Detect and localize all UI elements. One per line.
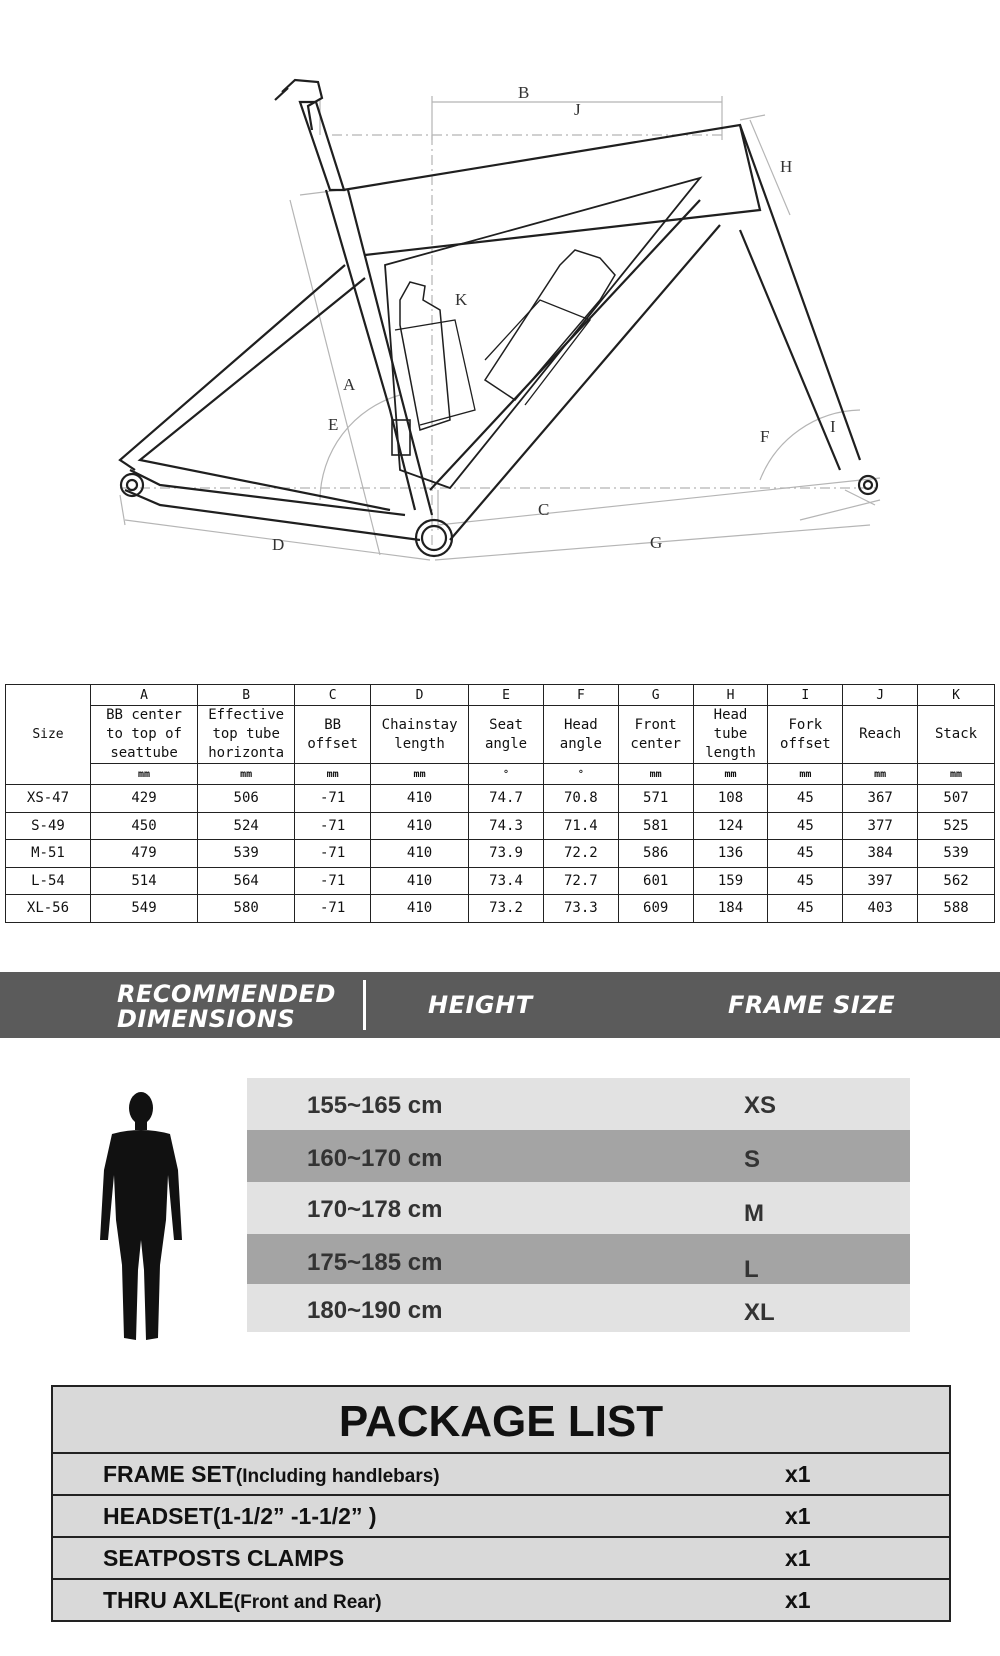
column-header-line: Head: [713, 707, 748, 723]
package-item-qty: x1: [785, 1503, 811, 1529]
package-item-title: FRAME SET: [103, 1461, 236, 1487]
value-cell: 479: [90, 840, 197, 868]
column-letter: H: [693, 685, 768, 706]
size-header: Size: [6, 685, 91, 785]
column-letter: F: [543, 685, 618, 706]
value-cell: 429: [90, 785, 197, 813]
unit-cell: mm: [295, 764, 371, 785]
unit-cell: mm: [371, 764, 469, 785]
value-cell: 108: [693, 785, 768, 813]
value-cell: 45: [768, 840, 843, 868]
package-item-title: HEADSET(1-1/2” -1-1/2” ): [103, 1503, 377, 1529]
column-header-line: Fork: [788, 716, 823, 733]
package-item: [53, 1578, 949, 1620]
column-header-line: Stack: [934, 726, 978, 742]
value-cell: 367: [843, 785, 918, 813]
value-cell: 586: [618, 840, 693, 868]
column-letter: A: [90, 685, 197, 706]
value-cell: 73.2: [469, 895, 544, 923]
column-header: [918, 706, 995, 764]
column-header: [198, 706, 295, 764]
label-i: I: [830, 417, 836, 436]
package-item-qty: x1: [785, 1461, 811, 1487]
column-letter-row: [6, 685, 995, 706]
value-cell: 45: [768, 895, 843, 923]
label-c: C: [538, 500, 550, 519]
value-cell: 73.9: [469, 840, 544, 868]
column-letter: B: [198, 685, 295, 706]
value-cell: 184: [693, 895, 768, 923]
value-cell: 549: [90, 895, 197, 923]
column-header-line: angle: [559, 735, 602, 752]
column-header: [843, 706, 918, 764]
value-cell: 403: [843, 895, 918, 923]
column-header-line: angle: [484, 735, 528, 752]
column-header-line: offset: [780, 735, 831, 752]
table-row: [6, 840, 995, 868]
frame-size: M: [744, 1200, 764, 1227]
column-header-line: horizonta: [208, 745, 285, 761]
label-g: G: [650, 533, 663, 552]
height-range: 175~185 cm: [307, 1249, 443, 1276]
table-row: [6, 812, 995, 840]
height-range: 160~170 cm: [307, 1145, 443, 1172]
column-header-line: Seat: [489, 716, 523, 733]
value-cell: 507: [918, 785, 995, 813]
column-header: [295, 706, 371, 764]
frame-size-column-header: FRAME SIZE: [728, 991, 896, 1019]
unit-cell: mm: [198, 764, 295, 785]
frame-size: S: [744, 1146, 761, 1173]
column-letter: G: [618, 685, 693, 706]
value-cell: 45: [768, 785, 843, 813]
value-cell: 70.8: [543, 785, 618, 813]
column-header-line: seattube: [110, 745, 178, 761]
unit-cell: mm: [768, 764, 843, 785]
value-cell: 71.4: [543, 812, 618, 840]
dimension-lines: [120, 96, 880, 560]
recommended-dimensions-header: [0, 972, 1000, 1038]
label-e: E: [328, 415, 339, 434]
frame-size: XS: [744, 1092, 777, 1119]
value-cell: 124: [693, 812, 768, 840]
size-row: [247, 1130, 910, 1182]
value-cell: 581: [618, 812, 693, 840]
value-cell: 564: [198, 867, 295, 895]
size-cell: S-49: [6, 812, 91, 840]
value-cell: 514: [90, 867, 197, 895]
value-cell: 571: [618, 785, 693, 813]
column-header-line: to top of: [106, 726, 182, 742]
label-h: H: [780, 157, 793, 176]
column-header: [371, 706, 469, 764]
column-header: [469, 706, 544, 764]
size-cell: M-51: [6, 840, 91, 868]
label-a: A: [343, 375, 356, 394]
column-header-line: length: [705, 745, 756, 761]
value-cell: 601: [618, 867, 693, 895]
size-row: [247, 1182, 910, 1234]
value-cell: 384: [843, 840, 918, 868]
package-item-title: SEATPOSTS CLAMPS: [103, 1545, 345, 1571]
table-row: [6, 895, 995, 923]
column-letter: C: [295, 685, 371, 706]
column-header-line: Effective: [208, 707, 285, 723]
size-cell: L-54: [6, 867, 91, 895]
package-list: [51, 1385, 951, 1622]
value-cell: 136: [693, 840, 768, 868]
column-header: [768, 706, 843, 764]
column-header-line: Front: [634, 716, 677, 733]
height-column-header: HEIGHT: [428, 991, 533, 1019]
unit-cell: °: [469, 764, 544, 785]
column-header-line: Chainstay: [381, 716, 458, 733]
table-row: [6, 867, 995, 895]
column-letter: E: [469, 685, 544, 706]
frame-size: L: [744, 1256, 759, 1283]
value-cell: -71: [295, 812, 371, 840]
value-cell: 74.7: [469, 785, 544, 813]
value-cell: -71: [295, 867, 371, 895]
column-letter: K: [918, 685, 995, 706]
package-item-name: [103, 1461, 440, 1488]
value-cell: 73.4: [469, 867, 544, 895]
recommended-title: RECOMMENDED: [117, 980, 336, 1008]
package-item-name: [103, 1503, 377, 1530]
value-cell: 73.3: [543, 895, 618, 923]
table-row: [6, 785, 995, 813]
value-cell: -71: [295, 840, 371, 868]
geometry-table: [5, 684, 995, 923]
value-cell: 562: [918, 867, 995, 895]
value-cell: 410: [371, 895, 469, 923]
package-item-note: (Including handlebars): [235, 1466, 440, 1487]
size-cell: XL-56: [6, 895, 91, 923]
column-header-row: [6, 706, 995, 764]
column-header-line: center: [630, 735, 681, 752]
column-header: [90, 706, 197, 764]
label-f: F: [760, 427, 770, 446]
height-size-chart: [247, 1078, 910, 1332]
column-header: [618, 706, 693, 764]
column-header-line: length: [394, 735, 445, 752]
height-range: 155~165 cm: [307, 1092, 443, 1119]
column-header-line: Head: [563, 716, 598, 733]
person-silhouette-icon: [98, 1090, 184, 1346]
package-item-name: [103, 1587, 382, 1614]
package-item: [53, 1494, 949, 1536]
column-header-line: tube: [713, 726, 748, 742]
package-item: [53, 1536, 949, 1578]
label-b: B: [518, 83, 530, 102]
package-item-title: THRU AXLE: [103, 1587, 234, 1613]
value-cell: 159: [693, 867, 768, 895]
value-cell: 377: [843, 812, 918, 840]
value-cell: 45: [768, 867, 843, 895]
unit-cell: mm: [843, 764, 918, 785]
column-header: [693, 706, 768, 764]
column-header-line: offset: [307, 735, 358, 752]
label-j: J: [574, 100, 581, 119]
height-range: 170~178 cm: [307, 1196, 443, 1223]
value-cell: 410: [371, 840, 469, 868]
column-header: [543, 706, 618, 764]
column-header-line: BB center: [106, 707, 182, 723]
package-item-name: [103, 1545, 344, 1572]
value-cell: 609: [618, 895, 693, 923]
value-cell: 397: [843, 867, 918, 895]
unit-cell: °: [543, 764, 618, 785]
column-header-line: Reach: [859, 726, 902, 742]
size-row: [247, 1078, 910, 1130]
size-row: [247, 1234, 910, 1284]
package-item-qty: x1: [785, 1587, 811, 1613]
label-d: D: [272, 535, 285, 554]
unit-cell: mm: [618, 764, 693, 785]
value-cell: 450: [90, 812, 197, 840]
header-divider: [363, 980, 366, 1030]
value-cell: 72.2: [543, 840, 618, 868]
label-k: K: [455, 290, 468, 309]
column-header-line: top tube: [212, 726, 280, 742]
value-cell: 74.3: [469, 812, 544, 840]
package-item-qty: x1: [785, 1545, 811, 1571]
size-row: [247, 1284, 910, 1332]
unit-row: [6, 764, 995, 785]
unit-cell: mm: [918, 764, 995, 785]
column-header-line: BB: [324, 716, 342, 733]
value-cell: 539: [198, 840, 295, 868]
value-cell: -71: [295, 785, 371, 813]
value-cell: 72.7: [543, 867, 618, 895]
package-item-note: (Front and Rear): [233, 1592, 382, 1613]
value-cell: 506: [198, 785, 295, 813]
value-cell: 410: [371, 867, 469, 895]
package-list-title: PACKAGE LIST: [338, 1397, 664, 1446]
value-cell: 588: [918, 895, 995, 923]
value-cell: 539: [918, 840, 995, 868]
value-cell: 45: [768, 812, 843, 840]
package-item: [53, 1452, 949, 1494]
size-cell: XS-47: [6, 785, 91, 813]
dimensions-title: DIMENSIONS: [117, 1005, 296, 1033]
unit-cell: mm: [90, 764, 197, 785]
unit-cell: mm: [693, 764, 768, 785]
column-letter: I: [768, 685, 843, 706]
value-cell: -71: [295, 895, 371, 923]
value-cell: 410: [371, 812, 469, 840]
height-range: 180~190 cm: [307, 1297, 443, 1324]
value-cell: 410: [371, 785, 469, 813]
value-cell: 524: [198, 812, 295, 840]
value-cell: 525: [918, 812, 995, 840]
value-cell: 580: [198, 895, 295, 923]
frame-geometry-diagram: [0, 0, 1000, 640]
column-letter: J: [843, 685, 918, 706]
frame-size: XL: [744, 1299, 775, 1326]
column-letter: D: [371, 685, 469, 706]
